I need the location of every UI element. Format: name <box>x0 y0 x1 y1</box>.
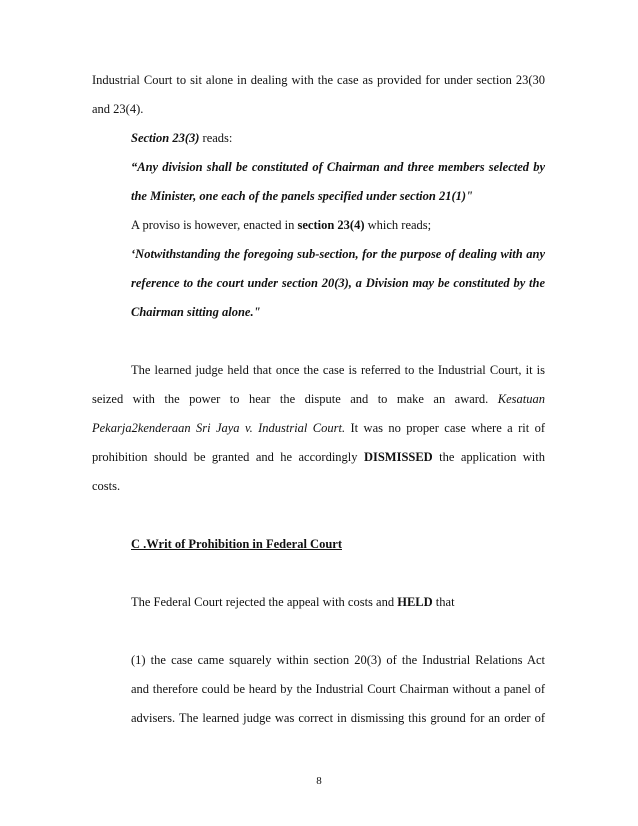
ruling-keyword: HELD <box>397 595 433 609</box>
statute-reference-line <box>131 130 232 146</box>
section-reference: section 23(4) <box>297 218 365 232</box>
quoted-statute-line: “Any division shall be constituted of Chairman and three members selected by <box>131 160 545 174</box>
text-span: A proviso is however, enacted in <box>131 218 298 232</box>
text-span: seized with the power to hear the dispute and to make an award. <box>92 392 498 406</box>
quoted-statute-line: Chairman sitting alone." <box>131 305 261 319</box>
paragraph-line: and 23(4). <box>92 102 144 116</box>
page-number: 8 <box>316 775 322 787</box>
text-span: reads: <box>199 131 233 145</box>
text-span: the application with <box>432 450 545 464</box>
paragraph-line: and therefore could be heard by the Industrial Court Chairman without a panel of <box>131 682 545 696</box>
section-heading: C .Writ of Prohibition in Federal Court <box>131 537 342 551</box>
paragraph-line: The learned judge held that once the case is referred to the Industrial Court, it is <box>131 363 545 377</box>
text-span: which reads; <box>364 218 432 232</box>
paragraph-line <box>131 217 431 233</box>
paragraph-line <box>131 594 455 610</box>
section-reference: Section 23(3) <box>131 131 200 145</box>
paragraph-line: costs. <box>92 479 121 493</box>
paragraph-line: Industrial Court to sit alone in dealing with the case as provided for under section 23(30 <box>92 73 545 87</box>
paragraph-line <box>92 391 545 407</box>
paragraph-line: (1) the case came squarely within section 20(3) of the Industrial Relations Act <box>131 653 545 667</box>
paragraph-line <box>92 449 545 465</box>
text-span: It was no proper case where a rit of <box>345 421 545 435</box>
ruling-keyword: DISMISSED <box>363 450 433 464</box>
paragraph-line: advisers. The learned judge was correct in dismissing this ground for an order of <box>131 711 545 725</box>
text-span: prohibition should be granted and he accordingly <box>92 450 364 464</box>
paragraph-line <box>92 420 545 436</box>
text-span: The Federal Court rejected the appeal with costs and <box>131 595 398 609</box>
text-span: that <box>432 595 455 609</box>
case-citation: Pekarja2kenderaan Sri Jaya v. Industrial Court. <box>92 421 346 435</box>
quoted-statute-line: ‘Notwithstanding the foregoing sub-section, for the purpose of dealing with any <box>131 247 545 261</box>
quoted-statute-line: the Minister, one each of the panels specified under section 21(1)" <box>131 189 473 203</box>
quoted-statute-line: reference to the court under section 20(3), a Division may be constituted by the <box>131 276 545 290</box>
case-citation: Kesatuan <box>497 392 545 406</box>
